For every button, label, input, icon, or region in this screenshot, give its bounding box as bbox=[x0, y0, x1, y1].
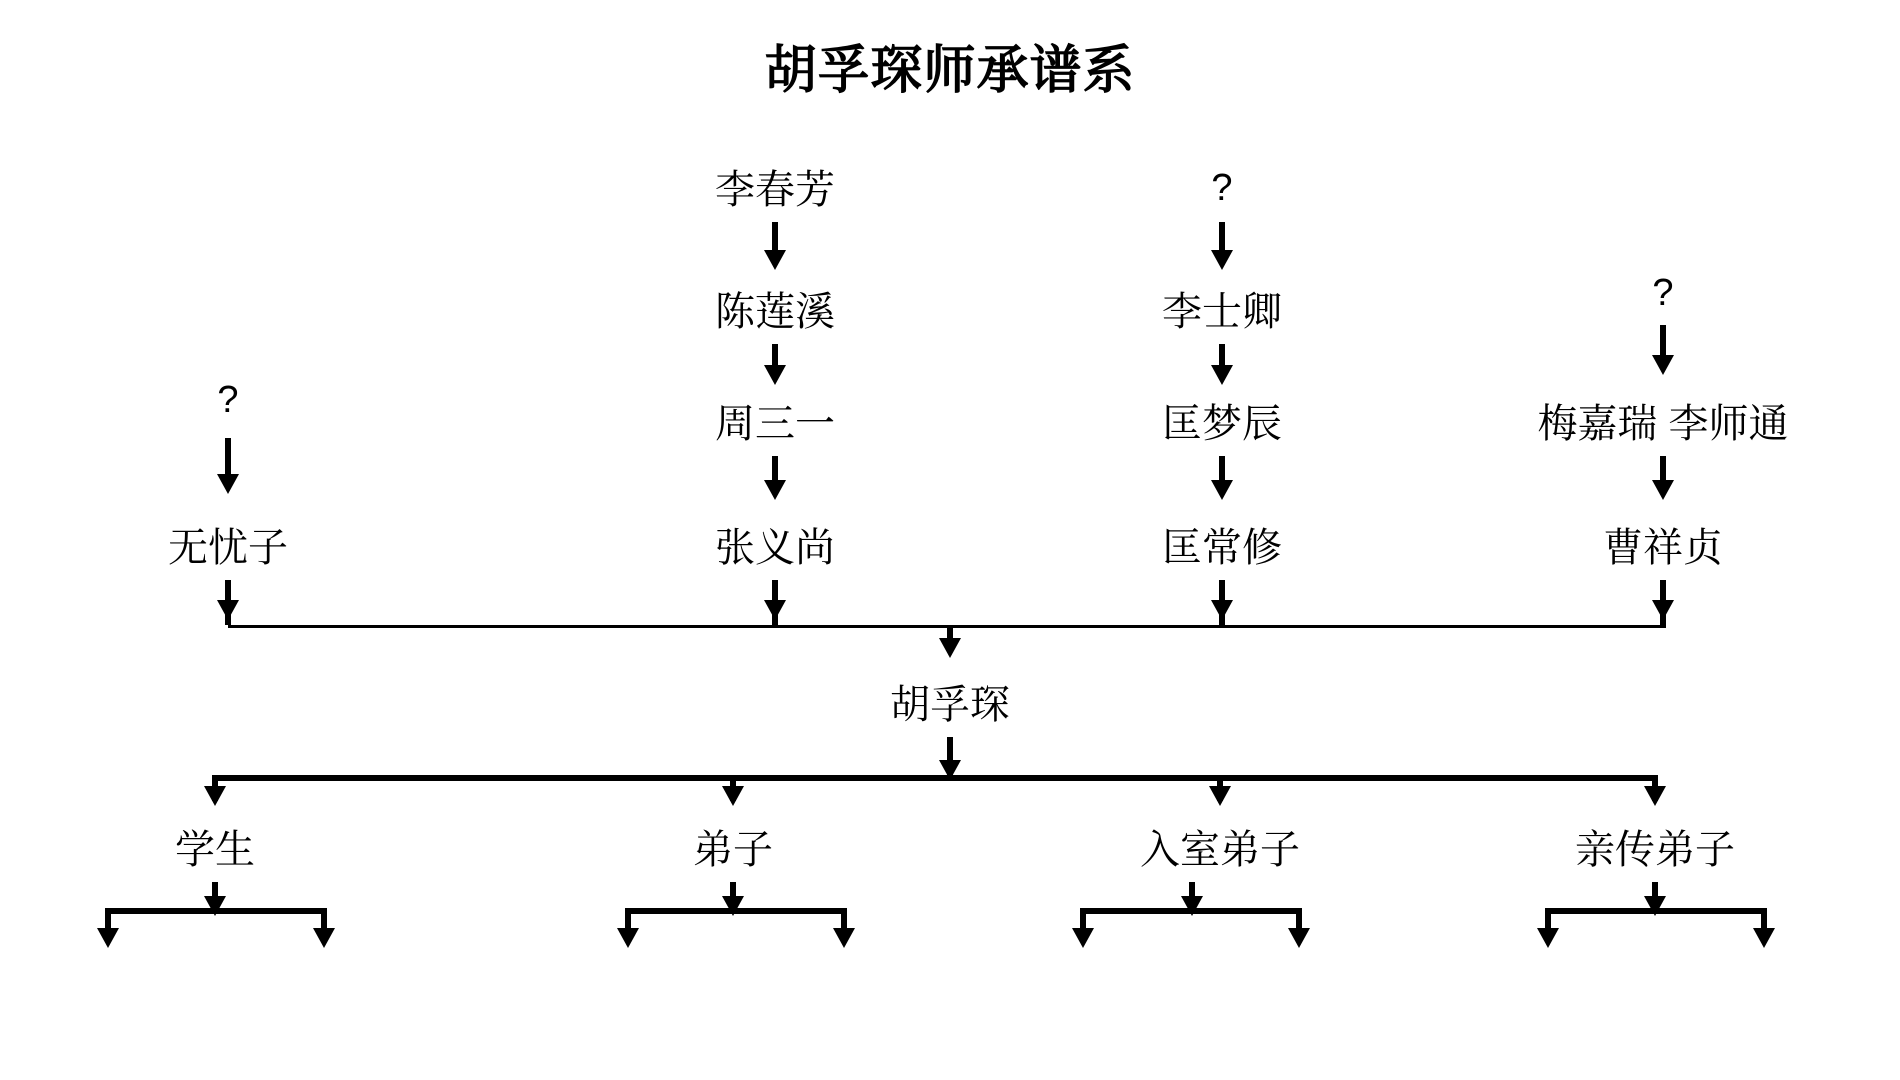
node-col4-1: 梅嘉瑞 李师通 bbox=[1537, 402, 1789, 446]
arrowhead-col3-2 bbox=[1211, 480, 1233, 500]
node-col1-0: ? bbox=[217, 379, 239, 421]
arrowhead-col3-0 bbox=[1211, 250, 1233, 270]
arrowhead-leaf-0-0 bbox=[97, 928, 119, 948]
subbranch-bus-2 bbox=[1080, 908, 1302, 914]
branch-label-2: 入室弟子 bbox=[1140, 828, 1300, 872]
arrowhead-leaf-1-0 bbox=[617, 928, 639, 948]
arrowhead-leaf-3-1 bbox=[1753, 928, 1775, 948]
subbranch-bus-1 bbox=[625, 908, 847, 914]
arrowhead-col4-2 bbox=[1652, 600, 1674, 620]
connector-col1-0 bbox=[225, 438, 231, 478]
arrowhead-col1-1 bbox=[217, 600, 239, 620]
arrowhead-leaf-1-1 bbox=[833, 928, 855, 948]
subbranch-bus-3 bbox=[1545, 908, 1767, 914]
page-title: 胡孚琛师承谱系 bbox=[764, 42, 1136, 100]
node-col2-1: 陈莲溪 bbox=[715, 290, 835, 334]
node-center: 胡孚琛 bbox=[890, 683, 1010, 727]
arrowhead-col2-2 bbox=[764, 480, 786, 500]
node-col4-2: 曹祥贞 bbox=[1603, 526, 1723, 570]
arrowhead-col4-0 bbox=[1652, 355, 1674, 375]
subbranch-bus-0 bbox=[105, 908, 327, 914]
arrowhead-merge-center bbox=[939, 638, 961, 658]
arrowhead-branch-3 bbox=[1644, 786, 1666, 806]
branch-label-3: 亲传弟子 bbox=[1575, 828, 1735, 872]
arrowhead-col2-0 bbox=[764, 250, 786, 270]
arrowhead-leaf-0-1 bbox=[313, 928, 335, 948]
node-col2-2: 周三一 bbox=[715, 402, 835, 446]
node-col3-1: 李士卿 bbox=[1162, 290, 1282, 334]
branch-bus bbox=[212, 775, 1658, 781]
node-col4-0: ? bbox=[1652, 272, 1674, 314]
arrowhead-branch-2 bbox=[1209, 786, 1231, 806]
arrowhead-col4-1 bbox=[1652, 480, 1674, 500]
node-col1-1: 无忧子 bbox=[168, 526, 288, 570]
node-col2-3: 张义尚 bbox=[715, 526, 835, 570]
arrowhead-leaf-2-0 bbox=[1072, 928, 1094, 948]
branch-label-1: 弟子 bbox=[693, 828, 773, 872]
arrowhead-leaf-2-1 bbox=[1288, 928, 1310, 948]
arrowhead-col1-0 bbox=[217, 474, 239, 494]
branch-label-0: 学生 bbox=[175, 828, 255, 872]
node-col3-3: 匡常修 bbox=[1162, 526, 1282, 570]
arrowhead-col3-1 bbox=[1211, 365, 1233, 385]
arrowhead-col2-1 bbox=[764, 365, 786, 385]
arrowhead-col2-3 bbox=[764, 600, 786, 620]
node-col2-0: 李春芳 bbox=[715, 168, 835, 212]
node-col3-2: 匡梦辰 bbox=[1162, 402, 1282, 446]
arrowhead-col3-3 bbox=[1211, 600, 1233, 620]
arrowhead-leaf-3-0 bbox=[1537, 928, 1559, 948]
arrowhead-branch-1 bbox=[722, 786, 744, 806]
node-col3-0: ? bbox=[1211, 167, 1233, 209]
arrowhead-branch-0 bbox=[204, 786, 226, 806]
